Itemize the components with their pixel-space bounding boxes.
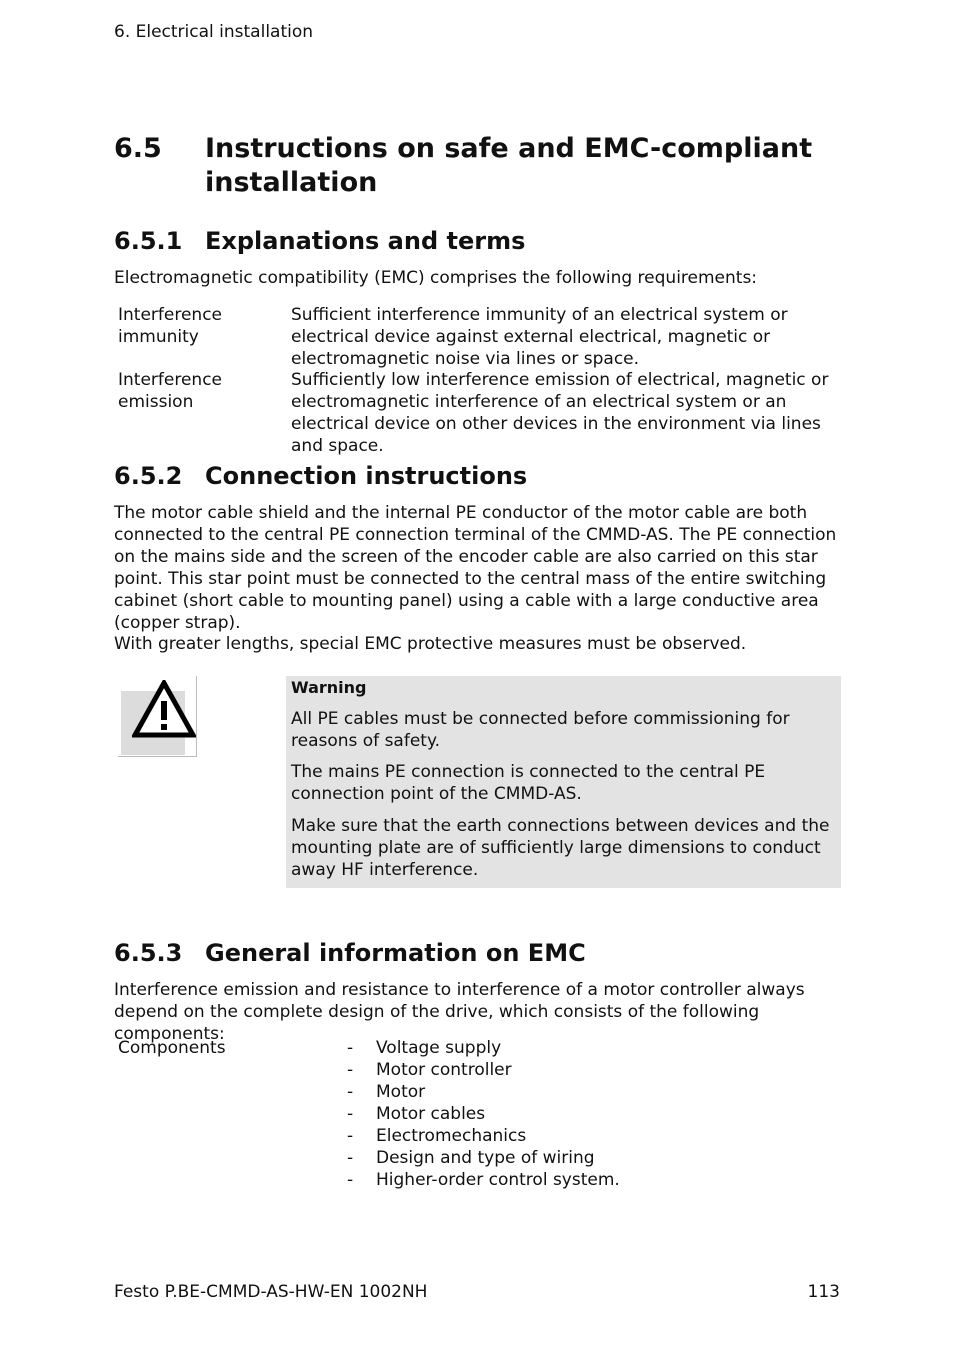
list-item: - Electromechanics [347, 1126, 527, 1146]
list-item: - Voltage supply [347, 1038, 502, 1058]
page-number: 113 [807, 1282, 840, 1302]
list-item: - Motor controller [347, 1060, 512, 1080]
warning-paragraph-2: The mains PE connection is connected to the central PE connection point of the CMMD-AS. [291, 762, 766, 804]
warning-box [286, 676, 841, 888]
term-interference-emission: Interference emission [118, 370, 223, 412]
subsection-heading-6-5-3 [114, 939, 814, 969]
footer-document-id: Festo P.BE-CMMD-AS-HW-EN 1002NH [114, 1282, 428, 1302]
subsection-number: 6.5.1 [114, 227, 183, 255]
list-item: - Higher-order control system. [347, 1170, 620, 1190]
emc-general-paragraph: Interference emission and resistance to interference of a motor controller always depend on the complete design of the drive, which consists of the following components: [114, 980, 805, 1044]
warning-paragraph-1: All PE cables must be connected before commissioning for reasons of safety. [291, 709, 790, 751]
warning-paragraph-3: Make sure that the earth connections between devices and the mounting plate are of sufficiently large dimensions to conduct away HF interference. [291, 816, 830, 880]
subsection-title: Explanations and terms [205, 227, 526, 255]
subsection-number: 6.5.3 [114, 939, 183, 967]
warning-icon-box [118, 676, 197, 757]
running-head: 6. Electrical installation [114, 22, 314, 42]
connection-paragraph: The motor cable shield and the internal PE conductor of the motor cable are both connected to the central PE connection terminal of the CMMD-AS. The PE connection on the mains side and the screen of the encoder cable are also carried on this star point. This star point must be connected to the central mass of the entire switching cabinet (short cable to mounting panel) using a cable with a large conductive area (copper strap). [114, 503, 837, 633]
list-item: - Motor cables [347, 1104, 486, 1124]
warning-triangle-icon [132, 680, 196, 738]
subsection-number: 6.5.2 [114, 462, 183, 490]
definition-interference-emission: Sufficiently low interference emission of electrical, magnetic or electromagnetic interference of an electrical system or an electrical device on other devices in the environment via lines and space. [291, 370, 829, 456]
section-title: Instructions on safe and EMC-compliant installation [205, 133, 813, 198]
term-interference-immunity: Interference immunity [118, 305, 223, 347]
emc-intro-paragraph: Electromagnetic compatibility (EMC) comprises the following requirements: [114, 268, 758, 288]
emc-measures-paragraph: With greater lengths, special EMC protective measures must be observed. [114, 634, 747, 654]
components-label: Components [118, 1038, 226, 1058]
section-number: 6.5 [114, 133, 162, 164]
subsection-title: Connection instructions [205, 462, 528, 490]
subsection-heading-6-5-1 [114, 227, 814, 257]
warning-title: Warning [291, 678, 367, 697]
list-item: - Motor [347, 1082, 426, 1102]
components-list [344, 1037, 620, 1191]
list-item: - Design and type of wiring [347, 1148, 595, 1168]
subsection-heading-6-5-2 [114, 462, 814, 492]
subsection-title: General information on EMC [205, 939, 586, 967]
definition-interference-immunity: Sufficient interference immunity of an electrical system or electrical device against external electrical, magnetic or electromagnetic noise via lines or space. [291, 305, 788, 369]
